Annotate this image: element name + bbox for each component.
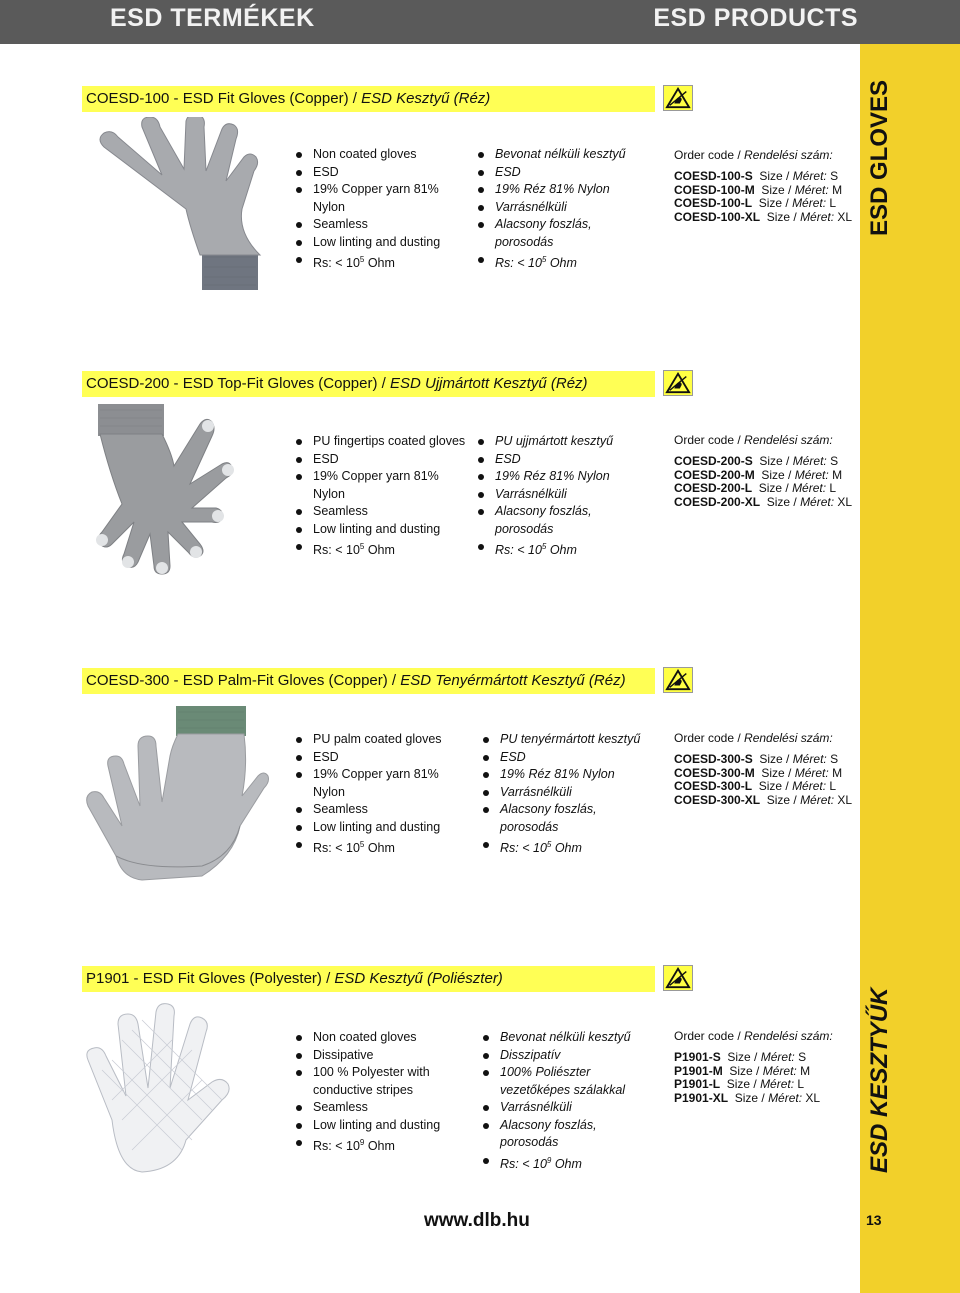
feature-item: Seamless — [296, 1099, 466, 1117]
feature-item: Varrásnélküli — [483, 784, 653, 802]
feature-item: Alacsony foszlás, porosodás — [483, 1117, 653, 1152]
glove-image-coesd-100 — [82, 117, 272, 302]
feature-item-resistance: Rs: < $10^5$ Ohm — [296, 836, 466, 858]
order-row: COESD-200-M Size / Méret: M — [674, 467, 843, 482]
feature-item: 19% Copper yarn 81% Nylon — [296, 468, 466, 503]
product-title-en: COESD-300 - ESD Palm-Fit Gloves (Copper) / — [86, 672, 401, 689]
feature-item: Alacsony foszlás, porosodás — [483, 801, 653, 836]
feature-item: Low linting and dusting — [296, 1117, 466, 1135]
feature-item: Bevonat nélküli kesztyű — [483, 1029, 653, 1047]
order-code-block — [674, 433, 852, 509]
feature-list-en — [296, 1029, 466, 1156]
order-code-heading: Order code / Rendelési szám: — [674, 731, 833, 745]
order-code-heading: Order code / Rendelési szám: — [674, 148, 833, 162]
esd-warning-icon — [663, 667, 693, 693]
product-title-bar — [82, 668, 655, 694]
feature-item: PU tenyérmártott kesztyű — [483, 731, 653, 749]
feature-item-resistance: Rs: < $10^9$ Ohm — [296, 1134, 466, 1156]
feature-item: ESD — [478, 164, 648, 182]
feature-list-hu — [483, 1029, 653, 1173]
feature-item: Varrásnélküli — [478, 199, 648, 217]
page-number: 13 — [866, 1212, 882, 1228]
order-code-block — [674, 1029, 833, 1105]
product-title-hu: ESD Tenyérmártott Kesztyű (Réz) — [400, 672, 626, 689]
order-row: COESD-100-S Size / Méret: S — [674, 169, 839, 183]
order-row: COESD-200-S Size / Méret: S — [674, 454, 839, 468]
glove-image-coesd-300 — [82, 706, 272, 891]
feature-item: Non coated gloves — [296, 146, 466, 164]
side-label-en: ESD GLOVES — [866, 79, 893, 236]
order-code-heading: Order code / Rendelési szám: — [674, 433, 833, 447]
feature-item: ESD — [478, 451, 648, 469]
feature-item: Varrásnélküli — [478, 486, 648, 504]
esd-warning-icon — [663, 370, 693, 396]
feature-list-hu — [478, 433, 648, 560]
feature-item: 19% Réz 81% Nylon — [483, 766, 653, 784]
feature-item: Alacsony foszlás, porosodás — [478, 216, 648, 251]
feature-list-en — [296, 146, 466, 273]
order-row: P1901-L Size / Méret: L — [674, 1077, 805, 1091]
feature-item: ESD — [296, 164, 466, 182]
feature-item: Low linting and dusting — [296, 234, 466, 252]
order-row: COESD-200-XL Size / Méret: XL — [674, 494, 853, 509]
feature-item: Disszipatív — [483, 1047, 653, 1065]
feature-item: Bevonat nélküli kesztyű — [478, 146, 648, 164]
header-bar — [0, 0, 960, 44]
glove-image-coesd-200 — [82, 404, 272, 589]
feature-item: Alacsony foszlás, porosodás — [478, 503, 648, 538]
order-code-block — [674, 148, 852, 224]
order-row: P1901-S Size / Méret: S — [674, 1050, 807, 1064]
product-title-hu: ESD Ujjmártott Kesztyű (Réz) — [389, 375, 588, 392]
feature-item-resistance: Rs: < $10^5$ Ohm — [478, 538, 648, 560]
order-code-heading: Order code / Rendelési szám: — [674, 1029, 833, 1043]
order-code-block — [674, 731, 852, 807]
feature-item: 19% Réz 81% Nylon — [478, 468, 648, 486]
feature-item: 19% Copper yarn 81% Nylon — [296, 181, 466, 216]
feature-item: ESD — [296, 451, 466, 469]
order-row: COESD-100-M Size / Méret: M — [674, 182, 843, 197]
order-row: COESD-100-XL Size / Méret: XL — [674, 209, 853, 224]
order-row: P1901-XL Size / Méret: XL — [674, 1090, 821, 1105]
product-title-bar — [82, 86, 655, 112]
order-row: COESD-300-M Size / Méret: M — [674, 765, 843, 780]
product-title-en: COESD-100 - ESD Fit Gloves (Copper) / — [86, 90, 362, 107]
product-title-hu: ESD Kesztyű (Poliészter) — [334, 970, 503, 987]
feature-list-hu — [483, 731, 653, 858]
footer-website-link[interactable]: www.dlb.hu — [424, 1210, 530, 1231]
feature-list-hu — [478, 146, 648, 273]
feature-item: 100% Poliészter vezetőképes szálakkal — [483, 1064, 653, 1099]
feature-item-resistance: Rs: < $10^5$ Ohm — [296, 538, 466, 560]
feature-item: Seamless — [296, 216, 466, 234]
feature-item: Non coated gloves — [296, 1029, 466, 1047]
feature-item-resistance: Rs: < $10^9$ Ohm — [483, 1152, 653, 1174]
feature-item: Seamless — [296, 801, 466, 819]
order-row: COESD-300-L Size / Méret: L — [674, 779, 837, 793]
order-row: COESD-200-L Size / Méret: L — [674, 481, 837, 495]
side-label-hu: ESD KESZTYŰK — [866, 987, 893, 1173]
feature-item-resistance: Rs: < $10^5$ Ohm — [478, 251, 648, 273]
feature-item: 19% Réz 81% Nylon — [478, 181, 648, 199]
feature-item-resistance: Rs: < $10^5$ Ohm — [296, 251, 466, 273]
feature-item-resistance: Rs: < $10^5$ Ohm — [483, 836, 653, 858]
feature-list-en — [296, 433, 466, 560]
order-row: P1901-M Size / Méret: M — [674, 1063, 811, 1078]
order-row: COESD-100-L Size / Méret: L — [674, 196, 837, 210]
header-title-en: ESD PRODUCTS — [653, 4, 858, 32]
feature-item: PU palm coated gloves — [296, 731, 466, 749]
esd-warning-icon — [663, 85, 693, 111]
product-title-bar — [82, 966, 655, 992]
feature-item: ESD — [296, 749, 466, 767]
product-title-en: COESD-200 - ESD Top-Fit Gloves (Copper) / — [86, 375, 390, 392]
feature-item: Low linting and dusting — [296, 819, 466, 837]
feature-item: PU fingertips coated gloves — [296, 433, 466, 451]
order-row: COESD-300-XL Size / Méret: XL — [674, 792, 853, 807]
feature-item: PU ujjmártott kesztyű — [478, 433, 648, 451]
header-title-hu: ESD TERMÉKEK — [110, 4, 315, 32]
feature-item: 19% Copper yarn 81% Nylon — [296, 766, 466, 801]
feature-item: ESD — [483, 749, 653, 767]
feature-item: Dissipative — [296, 1047, 466, 1065]
product-title-bar — [82, 371, 655, 397]
esd-warning-icon — [663, 965, 693, 991]
feature-item: Low linting and dusting — [296, 521, 466, 539]
feature-item: Seamless — [296, 503, 466, 521]
feature-item: 100 % Polyester with conductive stripes — [296, 1064, 466, 1099]
glove-image-p1901 — [82, 1000, 272, 1185]
feature-item: Varrásnélküli — [483, 1099, 653, 1117]
product-title-hu: ESD Kesztyű (Réz) — [361, 90, 491, 107]
feature-list-en — [296, 731, 466, 858]
order-row: COESD-300-S Size / Méret: S — [674, 752, 839, 766]
product-title-en: P1901 - ESD Fit Gloves (Polyester) / — [86, 970, 335, 987]
